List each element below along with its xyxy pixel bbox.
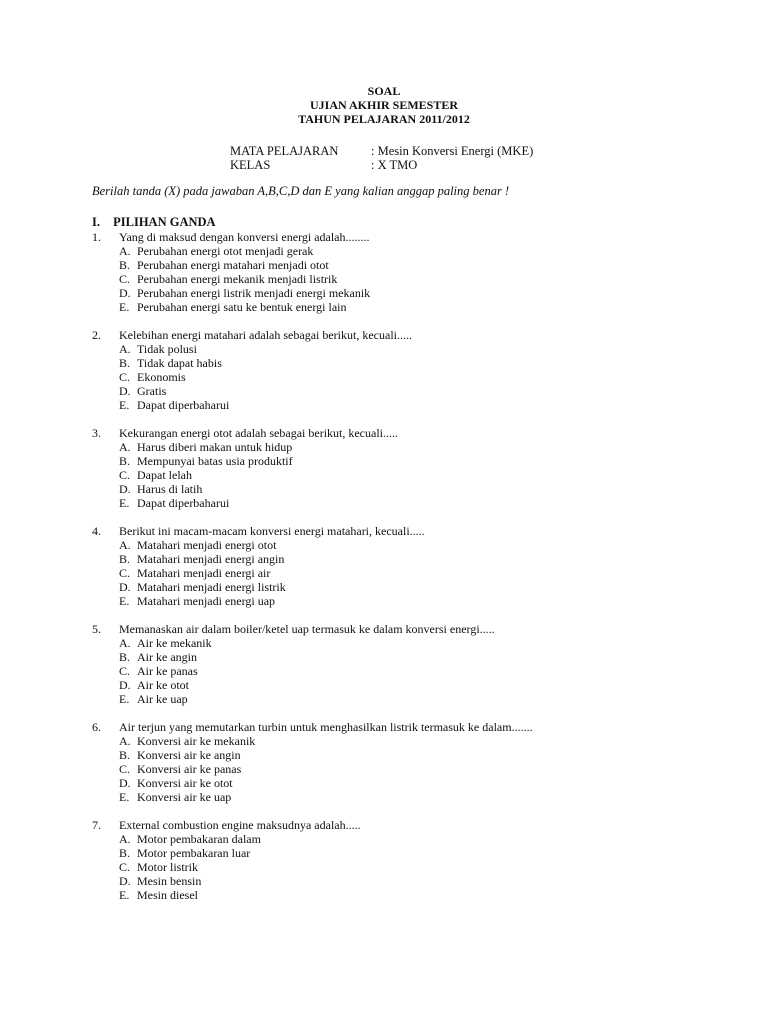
question-item (92, 328, 732, 412)
option-letter: C. (119, 664, 131, 678)
question-row (92, 426, 732, 440)
question-number: 2. (92, 328, 101, 342)
answer-option (119, 594, 732, 608)
answer-option (119, 244, 732, 258)
option-letter: B. (119, 846, 131, 860)
option-letter: E. (119, 398, 130, 412)
option-letter: C. (119, 860, 131, 874)
option-letter: C. (119, 566, 131, 580)
answer-option (119, 286, 732, 300)
instruction-text: Berilah tanda (X) pada jawaban A,B,C,D dan E yang kalian anggap paling benar ! (92, 184, 510, 198)
question-item (92, 426, 732, 510)
question-number: 7. (92, 818, 101, 832)
option-letter: B. (119, 650, 131, 664)
option-text: Air ke panas (137, 664, 198, 678)
header-title: SOAL (367, 84, 401, 98)
option-letter: A. (119, 244, 131, 258)
question-number: 4. (92, 524, 101, 538)
answer-option (119, 300, 732, 314)
answer-option (119, 678, 732, 692)
answer-option (119, 636, 732, 650)
question-number: 5. (92, 622, 101, 636)
answer-option (119, 398, 732, 412)
option-letter: B. (119, 454, 131, 468)
section-number: I. (92, 215, 100, 229)
option-text: Konversi air ke otot (137, 776, 233, 790)
option-text: Motor pembakaran luar (137, 846, 251, 860)
option-text: Ekonomis (137, 370, 186, 384)
option-text: Mesin bensin (137, 874, 202, 888)
option-letter: D. (119, 776, 131, 790)
option-text: Air ke uap (137, 692, 188, 706)
answer-option (119, 258, 732, 272)
answer-option (119, 566, 732, 580)
option-text: Konversi air ke angin (137, 748, 241, 762)
answer-option (119, 482, 732, 496)
answer-options (92, 342, 732, 412)
option-letter: E. (119, 888, 130, 902)
answer-options (92, 538, 732, 608)
answer-option (119, 342, 732, 356)
option-letter: D. (119, 874, 131, 888)
option-text: Air ke mekanik (137, 636, 212, 650)
answer-option (119, 496, 732, 510)
option-letter: C. (119, 272, 131, 286)
option-text: Konversi air ke panas (137, 762, 242, 776)
answer-option (119, 832, 732, 846)
header-exam-name: UJIAN AKHIR SEMESTER (309, 98, 459, 112)
option-letter: C. (119, 468, 131, 482)
option-letter: B. (119, 258, 131, 272)
question-number: 1. (92, 230, 101, 244)
header-school-year: TAHUN PELAJARAN 2011/2012 (298, 112, 470, 126)
option-text: Dapat diperbaharui (137, 496, 230, 510)
question-row (92, 328, 732, 342)
option-letter: A. (119, 734, 131, 748)
option-text: Perubahan energi listrik menjadi energi mekanik (137, 286, 371, 300)
question-item (92, 622, 732, 706)
option-letter: A. (119, 832, 131, 846)
subject-value: : Mesin Konversi Energi (MKE) (371, 144, 534, 158)
meta-class-row (230, 158, 533, 172)
option-letter: E. (119, 692, 130, 706)
option-text: Matahari menjadi energi listrik (137, 580, 286, 594)
option-text: Gratis (137, 384, 167, 398)
option-letter: A. (119, 538, 131, 552)
option-text: Matahari menjadi energi uap (137, 594, 276, 608)
answer-option (119, 538, 732, 552)
question-row (92, 622, 732, 636)
option-text: Mempunyai batas usia produktif (137, 454, 293, 468)
option-text: Perubahan energi mekanik menjadi listrik (137, 272, 338, 286)
answer-option (119, 776, 732, 790)
answer-option (119, 874, 732, 888)
question-text: Berikut ini macam-macam konversi energi matahari, kecuali..... (119, 524, 425, 538)
question-row (92, 524, 732, 538)
option-letter: C. (119, 370, 131, 384)
option-letter: D. (119, 286, 131, 300)
question-text: External combustion engine maksudnya adalah..... (119, 818, 361, 832)
option-text: Harus diberi makan untuk hidup (137, 440, 293, 454)
option-letter: E. (119, 300, 130, 314)
option-letter: C. (119, 762, 131, 776)
option-text: Tidak dapat habis (137, 356, 222, 370)
question-text: Kekurangan energi otot adalah sebagai berikut, kecuali..... (119, 426, 399, 440)
class-value: : X TMO (371, 158, 418, 172)
answer-option (119, 888, 732, 902)
question-row (92, 230, 732, 244)
option-text: Tidak polusi (137, 342, 197, 356)
option-text: Dapat lelah (137, 468, 192, 482)
option-letter: D. (119, 678, 131, 692)
answer-option (119, 552, 732, 566)
option-letter: D. (119, 384, 131, 398)
option-letter: E. (119, 594, 130, 608)
option-letter: E. (119, 790, 130, 804)
answer-option (119, 692, 732, 706)
answer-options (92, 244, 732, 314)
option-letter: A. (119, 636, 131, 650)
document-header (0, 84, 768, 126)
meta-subject-row (230, 144, 533, 158)
answer-options (92, 734, 732, 804)
option-text: Matahari menjadi energi angin (137, 552, 285, 566)
option-letter: D. (119, 580, 131, 594)
option-letter: B. (119, 552, 131, 566)
question-row (92, 720, 732, 734)
answer-option (119, 468, 732, 482)
question-item (92, 818, 732, 902)
option-text: Konversi air ke mekanik (137, 734, 256, 748)
option-text: Motor listrik (137, 860, 199, 874)
answer-option (119, 370, 732, 384)
section-name: PILIHAN GANDA (113, 215, 216, 229)
option-letter: E. (119, 496, 130, 510)
answer-option (119, 860, 732, 874)
answer-option (119, 734, 732, 748)
option-text: Harus di latih (137, 482, 203, 496)
answer-option (119, 356, 732, 370)
option-text: Perubahan energi satu ke bentuk energi lain (137, 300, 347, 314)
answer-option (119, 790, 732, 804)
exam-meta (230, 144, 533, 172)
option-text: Perubahan energi otot menjadi gerak (137, 244, 314, 258)
option-text: Mesin diesel (137, 888, 198, 902)
question-item (92, 230, 732, 314)
option-text: Dapat diperbaharui (137, 398, 230, 412)
subject-label: MATA PELAJARAN (230, 144, 339, 158)
answer-option (119, 650, 732, 664)
question-number: 6. (92, 720, 101, 734)
option-text: Motor pembakaran dalam (137, 832, 261, 846)
option-letter: B. (119, 748, 131, 762)
answer-options (92, 440, 732, 510)
answer-option (119, 454, 732, 468)
option-text: Matahari menjadi energi air (137, 566, 271, 580)
class-label: KELAS (230, 158, 271, 172)
section-title (92, 215, 216, 230)
question-number: 3. (92, 426, 101, 440)
option-letter: D. (119, 482, 131, 496)
answer-option (119, 846, 732, 860)
answer-option (119, 762, 732, 776)
option-letter: A. (119, 342, 131, 356)
answer-option (119, 440, 732, 454)
question-text: Kelebihan energi matahari adalah sebagai berikut, kecuali..... (119, 328, 412, 342)
answer-option (119, 748, 732, 762)
question-item (92, 524, 732, 608)
answer-option (119, 580, 732, 594)
option-text: Matahari menjadi energi otot (137, 538, 277, 552)
answer-option (119, 384, 732, 398)
question-item (92, 720, 732, 804)
option-text: Air ke otot (137, 678, 189, 692)
question-text: Air terjun yang memutarkan turbin untuk menghasilkan listrik termasuk ke dalam....... (119, 720, 533, 734)
option-text: Perubahan energi matahari menjadi otot (137, 258, 329, 272)
question-list (92, 230, 732, 916)
answer-options (92, 636, 732, 706)
answer-option (119, 272, 732, 286)
question-text: Yang di maksud dengan konversi energi adalah........ (119, 230, 370, 244)
answer-option (119, 664, 732, 678)
answer-options (92, 832, 732, 902)
option-text: Konversi air ke uap (137, 790, 232, 804)
option-text: Air ke angin (137, 650, 197, 664)
option-letter: A. (119, 440, 131, 454)
option-letter: B. (119, 356, 131, 370)
question-text: Memanaskan air dalam boiler/ketel uap termasuk ke dalam konversi energi..... (119, 622, 495, 636)
question-row (92, 818, 732, 832)
